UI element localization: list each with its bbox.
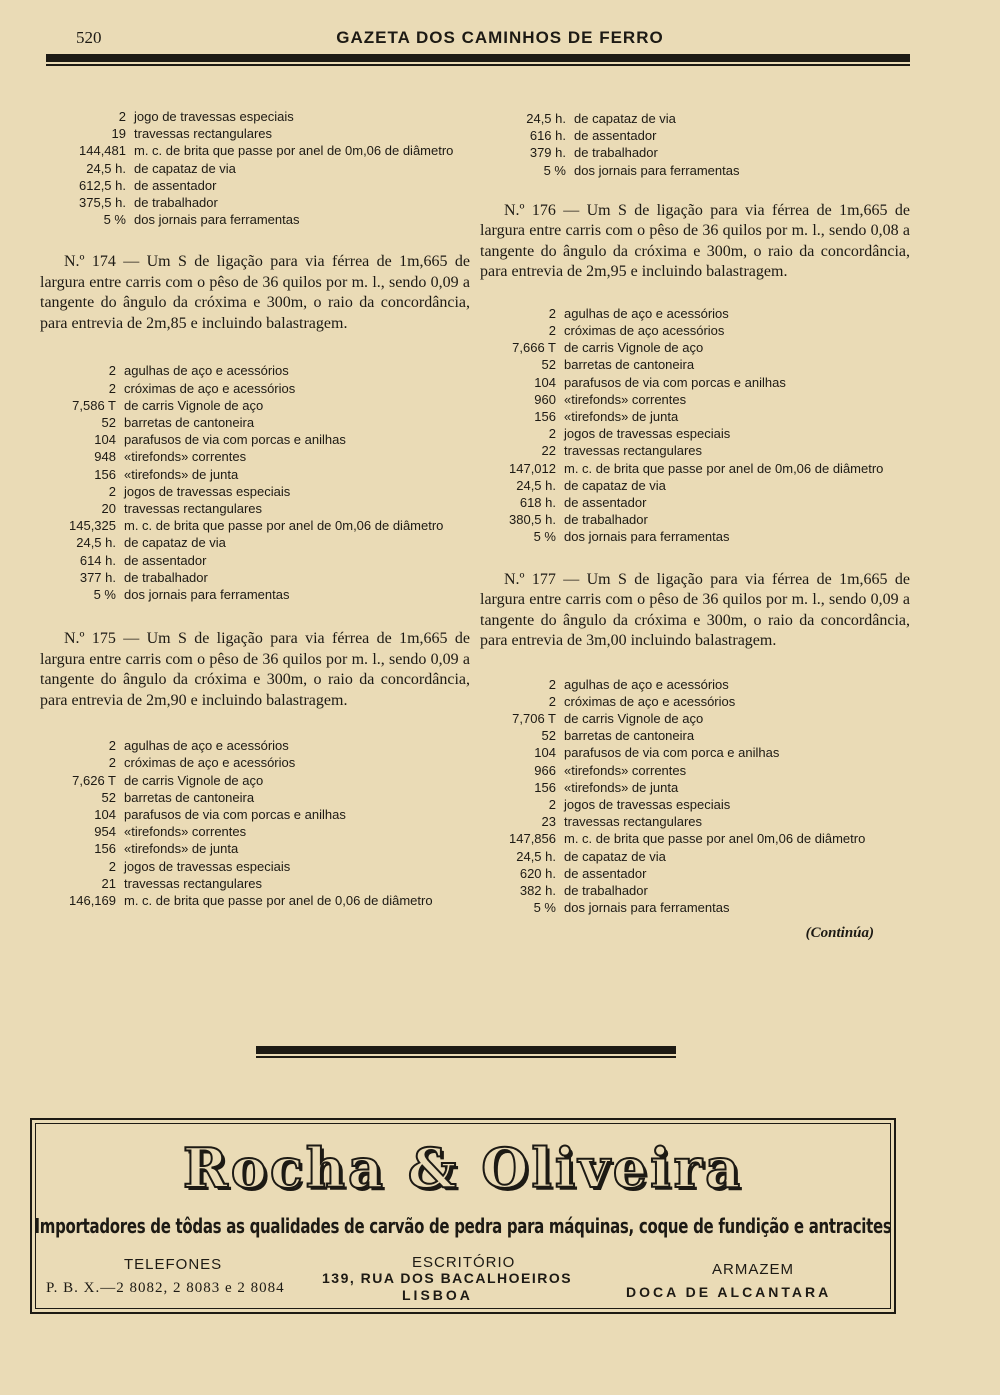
item-quantity: 2 <box>548 676 556 692</box>
item-description: agulhas de aço e acessórios <box>124 738 289 754</box>
item-quantity: 954 <box>94 824 116 840</box>
paragraph-175: N.º 175 — Um S de ligação para via férrea de 1m,665 de largura entre carris com o pêso de 36 quilos por m. l., sendo 0,09 a tangente do ângulo da cróxima e 300m, o raio da concordância, para entrevia de 2m,90 e incluindo balastragem. <box>40 630 470 709</box>
item-quantity: 2 <box>108 363 116 379</box>
company-description: Importadores de tôdas as qualidades de carvão de pedra para máquinas, coque de fundição e antracites <box>34 1214 892 1239</box>
list-item <box>480 408 910 425</box>
item-list-177 <box>480 676 910 917</box>
item-quantity: 620 h. <box>519 865 556 881</box>
item-quantity: 5 % <box>533 900 556 916</box>
list-item <box>40 534 470 551</box>
list-item <box>40 517 470 534</box>
list-item <box>40 875 470 892</box>
list-item <box>40 194 470 211</box>
advertisement-box <box>30 1118 896 1314</box>
list-item <box>480 693 910 710</box>
item-quantity: 104 <box>534 374 556 390</box>
escritorio-label: ESCRITÓRIO <box>412 1254 516 1271</box>
item-description: barretas de cantoneira <box>564 357 695 373</box>
item-quantity: 144,481 <box>79 143 126 159</box>
item-description: m. c. de brita que passe por anel de 0m,06 de diâmetro <box>564 460 884 476</box>
list-item <box>480 110 910 127</box>
item-quantity: 379 h. <box>529 145 566 161</box>
list-item <box>40 362 470 379</box>
telefones-label: TELEFONES <box>124 1256 223 1273</box>
list-item <box>480 848 910 865</box>
item-description: travessas rectangulares <box>134 126 273 142</box>
header-rule-thin <box>46 64 910 66</box>
item-quantity: 966 <box>534 762 556 778</box>
item-description: de trabalhador <box>564 512 648 528</box>
list-item <box>480 511 910 528</box>
item-description: de assentador <box>564 865 647 881</box>
item-quantity: 960 <box>534 391 556 407</box>
item-description: de carris Vignole de aço <box>564 711 704 727</box>
item-quantity: 2 <box>548 323 556 339</box>
list-item <box>480 339 910 356</box>
section-separator-thin <box>256 1056 676 1058</box>
item-quantity: 382 h. <box>519 883 556 899</box>
list-item <box>480 144 910 161</box>
list-item <box>40 569 470 586</box>
list-item <box>480 528 910 545</box>
item-quantity: 156 <box>94 841 116 857</box>
item-quantity: 375,5 h. <box>79 195 126 211</box>
item-quantity: 52 <box>541 728 556 744</box>
item-description: de capataz de via <box>134 160 236 176</box>
item-quantity: 104 <box>534 745 556 761</box>
paragraph-176: N.º 176 — Um S de ligação para via férrea de 1m,665 de largura entre carris com o pêso de 36 quilos por m. l., sendo 0,08 a tangente do ângulo da cróxima e 300m, o raio da concordância, para entrevia de 2m,95 e incluindo balastragem. <box>480 201 910 281</box>
item-description: travessas rectangulares <box>564 814 703 830</box>
item-description: m. c. de brita que passe por anel de 0m,06 de diâmetro <box>134 143 454 159</box>
list-item <box>480 899 910 916</box>
right-column <box>480 110 910 942</box>
list-item <box>40 380 470 397</box>
item-quantity: 2 <box>548 797 556 813</box>
item-quantity: 616 h. <box>529 128 566 144</box>
list-item <box>40 431 470 448</box>
list-item <box>40 397 470 414</box>
item-description: agulhas de aço e acessórios <box>564 305 729 321</box>
item-quantity: 20 <box>101 501 116 517</box>
item-list-175 <box>40 737 470 909</box>
continua-note: (Continúa) <box>805 924 874 941</box>
item-quantity: 7,626 T <box>72 772 116 788</box>
item-description: travessas rectangulares <box>124 501 263 517</box>
item-quantity: 24,5 h. <box>516 848 556 864</box>
list-item <box>40 772 470 789</box>
item-description: «tirefonds» de junta <box>564 779 679 795</box>
list-item <box>40 500 470 517</box>
item-description: cróximas de aço e acessórios <box>124 755 296 771</box>
item-quantity: 156 <box>534 409 556 425</box>
item-description: «tirefonds» correntes <box>124 449 247 465</box>
list-item <box>480 830 910 847</box>
item-quantity: 23 <box>541 814 556 830</box>
item-quantity: 24,5 h. <box>76 535 116 551</box>
list-item <box>480 676 910 693</box>
item-quantity: 24,5 h. <box>526 111 566 126</box>
list-item <box>40 892 470 909</box>
item-description: de carris Vignole de aço <box>124 772 264 788</box>
armazem-location: DOCA DE ALCANTARA <box>626 1284 832 1300</box>
item-quantity: 2 <box>108 858 116 874</box>
item-quantity: 104 <box>94 432 116 448</box>
list-item <box>480 882 910 899</box>
item-description: «tirefonds» correntes <box>564 762 687 778</box>
item-description: parafusos de via com porcas e anilhas <box>124 432 346 448</box>
item-description: jogos de travessas especiais <box>124 483 291 499</box>
item-description: de trabalhador <box>564 883 648 899</box>
list-item <box>480 762 910 779</box>
item-description: agulhas de aço e acessórios <box>564 676 729 692</box>
list-item <box>480 442 910 459</box>
paragraph-177: N.º 177 — Um S de ligação para via férrea de 1m,665 de largura entre carris com o pêso de 36 quilos por m. l., sendo 0,09 a tangente do ângulo da cróxima e 300m, o raio da concordância, para entrevia de 3m,00 incluindo balastragem. <box>480 570 910 650</box>
list-item <box>480 127 910 144</box>
item-quantity: 380,5 h. <box>509 512 556 528</box>
item-quantity: 2 <box>548 426 556 442</box>
armazem-label: ARMAZEM <box>712 1261 794 1278</box>
item-description: de assentador <box>134 177 217 193</box>
item-description: cróximas de aço e acessórios <box>564 693 736 709</box>
list-item <box>40 108 470 125</box>
item-quantity: 7,666 T <box>512 340 556 356</box>
list-item <box>40 737 470 754</box>
item-quantity: 52 <box>101 789 116 805</box>
item-quantity: 22 <box>541 443 556 459</box>
item-quantity: 614 h. <box>79 552 116 568</box>
item-quantity: 146,169 <box>69 893 116 909</box>
item-quantity: 24,5 h. <box>516 477 556 493</box>
list-item <box>480 305 910 322</box>
item-quantity: 156 <box>534 779 556 795</box>
list-item <box>40 552 470 569</box>
item-description: de capataz de via <box>574 111 676 126</box>
list-item <box>40 823 470 840</box>
item-quantity: 156 <box>94 466 116 482</box>
item-description: de trabalhador <box>574 145 658 161</box>
item-description: de carris Vignole de aço <box>124 397 264 413</box>
item-quantity: 612,5 h. <box>79 177 126 193</box>
list-item <box>40 160 470 177</box>
item-description: de assentador <box>564 495 647 511</box>
list-item <box>480 425 910 442</box>
item-quantity: 2 <box>118 109 126 124</box>
item-description: «tirefonds» de junta <box>124 466 239 482</box>
item-description: m. c. de brita que passe por anel de 0,06 de diâmetro <box>124 893 433 909</box>
item-quantity: 21 <box>101 875 116 891</box>
item-description: «tirefonds» de junta <box>124 841 239 857</box>
item-quantity: 7,706 T <box>512 711 556 727</box>
item-quantity: 19 <box>111 126 126 142</box>
item-description: dos jornais para ferramentas <box>134 212 300 228</box>
list-item <box>40 466 470 483</box>
list-item <box>40 483 470 500</box>
item-quantity: 5 % <box>103 212 126 228</box>
item-quantity: 948 <box>94 449 116 465</box>
item-description: dos jornais para ferramentas <box>564 529 730 545</box>
item-quantity: 52 <box>101 415 116 431</box>
header-rule <box>46 54 910 62</box>
item-quantity: 2 <box>108 380 116 396</box>
journal-title: GAZETA DOS CAMINHOS DE FERRO <box>336 28 664 47</box>
item-quantity: 5 % <box>93 587 116 603</box>
item-description: de trabalhador <box>134 195 218 211</box>
item-list-175-end <box>480 110 910 179</box>
item-description: jogo de travessas especiais <box>134 109 294 124</box>
list-item <box>480 494 910 511</box>
item-description: de capataz de via <box>124 535 226 551</box>
item-quantity: 2 <box>548 305 556 321</box>
item-list-173-end <box>40 108 470 228</box>
item-description: travessas rectangulares <box>124 875 263 891</box>
list-item <box>480 477 910 494</box>
item-description: parafusos de via com porca e anilhas <box>564 745 780 761</box>
item-quantity: 5 % <box>533 529 556 545</box>
item-quantity: 2 <box>108 738 116 754</box>
list-item <box>480 744 910 761</box>
item-description: de capataz de via <box>564 477 666 493</box>
list-item <box>40 125 470 142</box>
office-address: 139, RUA DOS BACALHOEIROS <box>322 1270 573 1286</box>
list-item <box>480 356 910 373</box>
office-city: LISBOA <box>402 1287 473 1303</box>
list-item <box>40 448 470 465</box>
item-description: «tirefonds» correntes <box>124 824 247 840</box>
list-item <box>40 586 470 603</box>
item-quantity: 147,856 <box>509 831 556 847</box>
item-description: parafusos de via com porcas e anilhas <box>124 807 346 823</box>
item-description: de capataz de via <box>564 848 666 864</box>
item-quantity: 145,325 <box>69 518 116 534</box>
item-quantity: 2 <box>108 483 116 499</box>
list-item <box>40 211 470 228</box>
paragraph-174: N.º 174 — Um S de ligação para via férrea de 1m,665 de largura entre carris com o pêso de 36 quilos por m. l., sendo 0,09 a tangente do ângulo da cróxima e 300m, o raio da concordância, para entrevia de 2m,85 e incluindo balastragem. <box>40 253 470 332</box>
item-description: dos jornais para ferramentas <box>574 162 740 178</box>
item-description: barretas de cantoneira <box>124 789 255 805</box>
item-description: de assentador <box>124 552 207 568</box>
list-item <box>40 789 470 806</box>
item-description: dos jornais para ferramentas <box>124 587 290 603</box>
list-item <box>40 840 470 857</box>
item-description: agulhas de aço e acessórios <box>124 363 289 379</box>
item-description: jogos de travessas especiais <box>564 426 731 442</box>
item-quantity: 2 <box>548 693 556 709</box>
item-description: de carris Vignole de aço <box>564 340 704 356</box>
item-description: dos jornais para ferramentas <box>564 900 730 916</box>
item-description: de trabalhador <box>124 569 208 585</box>
item-description: m. c. de brita que passe por anel 0m,06 de diâmetro <box>564 831 866 847</box>
list-item <box>40 177 470 194</box>
list-item <box>480 813 910 830</box>
item-quantity: 147,012 <box>509 460 556 476</box>
item-description: cróximas de aço acessórios <box>564 323 725 339</box>
item-quantity: 24,5 h. <box>86 160 126 176</box>
list-item <box>480 779 910 796</box>
item-list-176 <box>480 305 910 546</box>
item-quantity: 618 h. <box>519 495 556 511</box>
section-separator <box>256 1046 676 1054</box>
item-description: m. c. de brita que passe por anel de 0m,06 de diâmetro <box>124 518 444 534</box>
item-quantity: 52 <box>541 357 556 373</box>
company-name: Rocha & Oliveira <box>182 1136 744 1200</box>
item-description: «tirefonds» correntes <box>564 391 687 407</box>
list-item <box>480 374 910 391</box>
list-item <box>40 754 470 771</box>
item-description: de assentador <box>574 128 657 144</box>
telefones-numbers: P. B. X.—2 8082, 2 8083 e 2 8084 <box>46 1280 285 1296</box>
item-description: «tirefonds» de junta <box>564 409 679 425</box>
item-quantity: 104 <box>94 807 116 823</box>
list-item <box>480 796 910 813</box>
list-item <box>480 162 910 179</box>
list-item <box>40 142 470 159</box>
list-item <box>480 322 910 339</box>
item-quantity: 2 <box>108 755 116 771</box>
list-item <box>40 858 470 875</box>
item-list-174 <box>40 362 470 603</box>
item-quantity: 377 h. <box>79 569 116 585</box>
list-item <box>480 710 910 727</box>
list-item <box>480 727 910 744</box>
list-item <box>40 414 470 431</box>
page-number: 520 <box>76 28 102 47</box>
list-item <box>480 460 910 477</box>
item-quantity: 5 % <box>543 162 566 178</box>
item-description: barretas de cantoneira <box>124 415 255 431</box>
list-item <box>40 806 470 823</box>
item-description: jogos de travessas especiais <box>564 797 731 813</box>
item-quantity: 7,586 T <box>72 397 116 413</box>
list-item <box>480 865 910 882</box>
item-description: parafusos de via com porcas e anilhas <box>564 374 786 390</box>
item-description: travessas rectangulares <box>564 443 703 459</box>
left-column <box>40 108 470 909</box>
item-description: barretas de cantoneira <box>564 728 695 744</box>
item-description: cróximas de aço e acessórios <box>124 380 296 396</box>
item-description: jogos de travessas especiais <box>124 858 291 874</box>
list-item <box>480 391 910 408</box>
